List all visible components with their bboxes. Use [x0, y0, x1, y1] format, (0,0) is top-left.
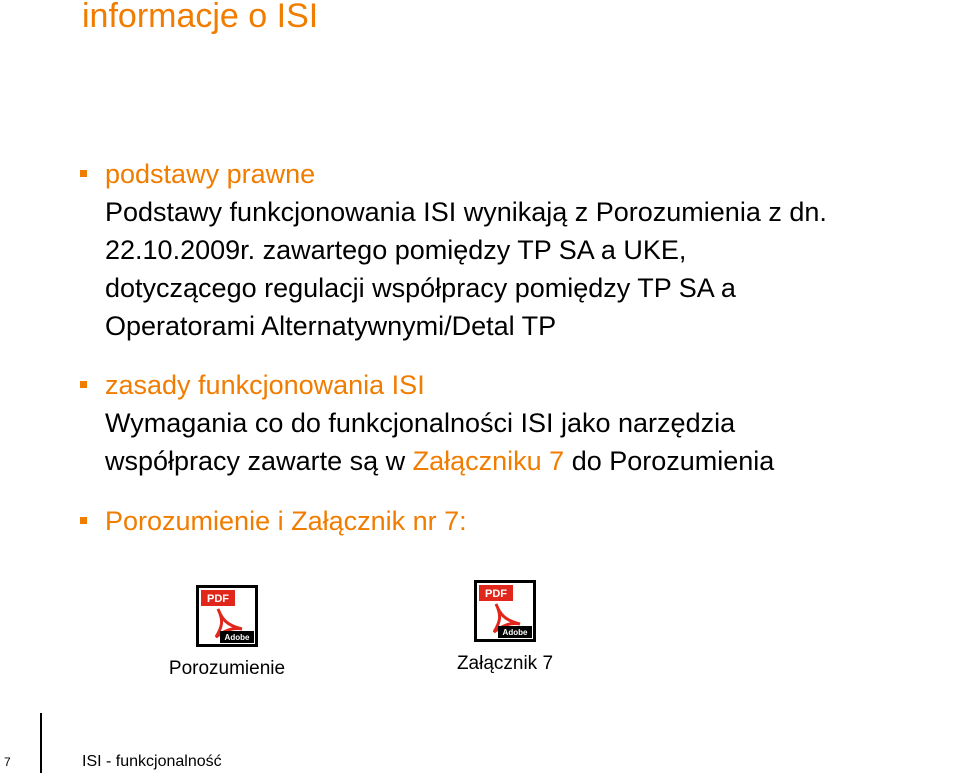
- bullet-square-icon: [80, 381, 87, 388]
- section-operating-rules: [80, 366, 940, 480]
- section-legal-basis: [80, 155, 940, 345]
- adobe-brand-text: Adobe: [224, 633, 250, 642]
- footer-divider: [40, 713, 42, 773]
- section-body-line: Operatorami Alternatywnymi/Detal TP: [105, 311, 557, 341]
- pdf-badge-text: PDF: [485, 588, 507, 600]
- attachment-zalacznik-7[interactable]: [438, 580, 572, 676]
- section-body-line: 22.10.2009r. zawartego pomiędzy TP SA a UKE,: [105, 235, 687, 265]
- section-body-line: dotyczącego regulacji współpracy pomiędzy TP SA a: [105, 273, 736, 303]
- footer-title: ISI - funkcjonalność: [82, 753, 222, 770]
- attachment-label[interactable]: Porozumienie: [168, 658, 286, 679]
- section-heading: Porozumienie i Załącznik nr 7:: [105, 506, 467, 536]
- bullet-square-icon: [80, 170, 87, 177]
- bullet-square-icon: [80, 517, 87, 524]
- section-body-line: [105, 442, 940, 480]
- page-number: 7: [4, 755, 11, 769]
- section-body-line: Podstawy funkcjonowania ISI wynikają z Porozumienia z dn.: [105, 197, 827, 227]
- section-heading: zasady funkcjonowania ISI: [105, 370, 425, 400]
- section-heading: podstawy prawne: [105, 159, 316, 189]
- body-text: do Porozumienia: [564, 446, 775, 476]
- section-body-line: Wymagania co do funkcjonalności ISI jako narzędzia: [105, 408, 736, 438]
- body-text: współpracy zawarte są w: [105, 446, 413, 476]
- slide-title: informacje o ISI: [82, 0, 319, 35]
- attachment-porozumienie[interactable]: [160, 585, 294, 681]
- pdf-adobe-icon[interactable]: [196, 585, 258, 647]
- section-documents: [80, 502, 940, 540]
- attachment-label[interactable]: Załącznik 7: [456, 653, 554, 674]
- adobe-brand-text: Adobe: [502, 628, 528, 637]
- pdf-adobe-icon[interactable]: [474, 580, 536, 642]
- annex-7-link[interactable]: Załączniku 7: [412, 446, 565, 476]
- pdf-badge-text: PDF: [207, 593, 229, 605]
